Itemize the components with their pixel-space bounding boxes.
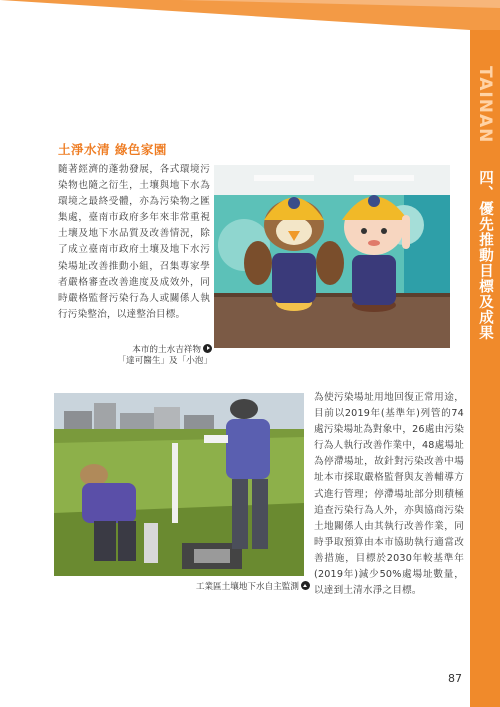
caption-2-text: 工業區土壤地下水自主監測: [195, 582, 299, 592]
section-title: 土淨水清 綠色家園: [58, 142, 167, 157]
caption-1-line2: 「達可醫生」及「小泡」: [117, 356, 212, 366]
top-decor-band: [0, 0, 500, 40]
arrow-up-icon: [301, 581, 310, 590]
page-number: 87: [448, 672, 462, 685]
monitoring-photo: [54, 393, 304, 576]
mascot-photo: [214, 165, 450, 348]
caption-2: [160, 581, 310, 593]
caption-1-line1: 本市的土水吉祥物: [132, 345, 201, 355]
side-title-zh: 四、優先推動目標及成果: [477, 170, 493, 341]
arrow-right-icon: [203, 344, 212, 353]
paragraph-2: 為使污染場址用地回復正常用途，目前以2019年(基準年)列管的74處污染場址為對象中，26處由污染行為人執行改善作業中，48處場址為停滯場址，故針對污染改善中場址本市採取嚴格監督與友善輔導方式進行管理；停滯場址部分則積極追查污染行為人外，亦與協商污染土地關係人由其執行改善作業，同時爭取預算由本市協助執行適當改善措施，目標於2030年較基準年(2019年)減少50%處場址數量，以達到土清水淨之目標。: [314, 392, 464, 597]
side-title-en: TAINAN: [475, 66, 495, 144]
caption-1: [100, 344, 212, 367]
paragraph-1: 隨著經濟的蓬勃發展，各式環境污染物也隨之衍生，土壤與地下水為環境之最終受體，亦為污染物之匯集處，臺南市政府多年來非常重視土壤及地下水品質及改善情況，除了成立臺南市政府土壤及地下水污染場址改善推動小組，召集專家學者嚴格審查改善進度及成效外，同時嚴格監督污染行為人或關係人執行污染整治，以達整治目標。: [58, 164, 210, 320]
